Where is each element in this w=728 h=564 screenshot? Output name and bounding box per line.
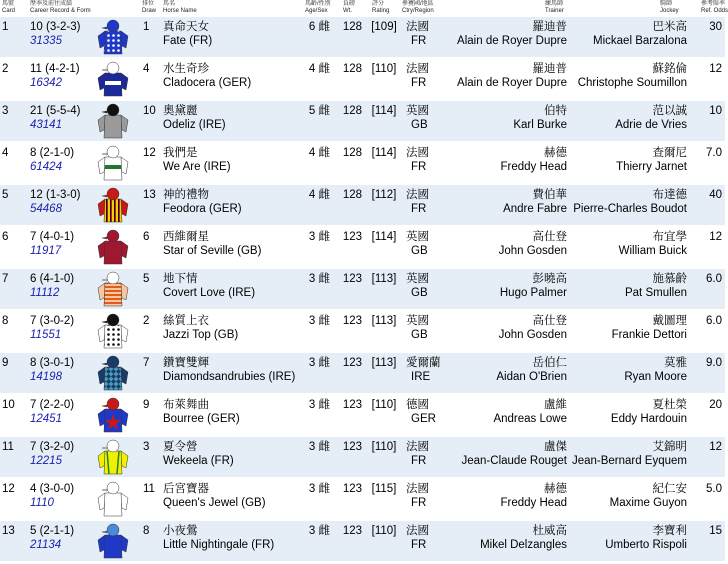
country-en: GB (411, 245, 428, 257)
horse-name-en: Cladocera (GER) (163, 77, 252, 89)
table-row (0, 143, 725, 184)
jockey-name-cn: 莫雅 (664, 357, 687, 369)
jockey-name-en: Thierry Jarnet (616, 161, 687, 173)
rating: [110] (371, 525, 397, 537)
weight: 128 (342, 63, 362, 75)
trainer-name-cn: 岳伯仁 (532, 357, 567, 369)
career-record: 11 (4-2-1) (30, 63, 80, 75)
country-cn: 法國 (406, 147, 429, 159)
card-number: 9 (2, 357, 9, 369)
trainer-name-en: John Gosden (498, 329, 567, 341)
jockey-name-en: Maxime Guyon (609, 497, 687, 509)
jockey-name-cn: 戴圖理 (652, 315, 687, 327)
rating: [112] (371, 189, 397, 201)
age-sex: 3 雌 (308, 357, 330, 369)
form-rating: 1110 (30, 497, 54, 509)
card-number: 4 (2, 147, 9, 159)
card-number: 7 (2, 273, 9, 285)
weight: 128 (342, 105, 362, 117)
header-draw: 排位 Draw (142, 1, 157, 14)
trainer-name-cn: 伯特 (544, 105, 567, 117)
age-sex: 3 雌 (308, 441, 330, 453)
jockey-silk-icon (96, 354, 130, 392)
country-cn: 法國 (406, 189, 429, 201)
form-rating: 61424 (30, 161, 62, 173)
row-divider (0, 183, 725, 184)
rating: [115] (371, 483, 397, 495)
rating: [110] (371, 63, 397, 75)
horse-name-cn: 后宮寶器 (163, 483, 209, 495)
age-sex: 4 雌 (308, 147, 330, 159)
trainer-name-en: Alain de Royer Dupre (457, 77, 567, 89)
trainer-name-en: Jean-Claude Rouget (461, 455, 567, 467)
header-rating: 評分 Rating (372, 1, 390, 14)
row-divider (0, 393, 725, 394)
jockey-silk-icon (96, 480, 130, 518)
trainer-name-cn: 杜威高 (532, 525, 567, 537)
trainer-name-en: Mikel Delzangles (480, 539, 567, 551)
form-rating: 54468 (30, 203, 62, 215)
trainer-name-en: Freddy Head (500, 497, 567, 509)
jockey-name-cn: 李寶利 (652, 525, 687, 537)
horse-name-en: Wekeela (FR) (163, 455, 234, 467)
ref-odds: 30 (709, 21, 722, 33)
horse-name-cn: 鑽寶雙輝 (163, 357, 209, 369)
header-weight: 負磅 Wt. (343, 1, 356, 14)
rating: [113] (371, 315, 397, 327)
jockey-silk-icon (96, 312, 130, 350)
country-en: FR (411, 161, 427, 173)
draw-number: 11 (143, 483, 155, 495)
form-rating: 12215 (30, 455, 62, 467)
jockey-name-cn: 艾錦明 (652, 441, 687, 453)
jockey-name-en: Pierre-Charles Boudot (573, 203, 687, 215)
row-divider (0, 519, 725, 520)
ref-odds: 20 (709, 399, 722, 411)
card-number: 10 (2, 399, 15, 411)
trainer-name-en: Alain de Royer Dupre (457, 35, 567, 47)
jockey-name-en: Eddy Hardouin (610, 413, 687, 425)
ref-odds: 6.0 (706, 315, 722, 327)
row-divider (0, 225, 725, 226)
draw-number: 2 (143, 315, 150, 327)
table-row (0, 353, 725, 394)
weight: 123 (342, 357, 362, 369)
country-en: IRE (411, 371, 431, 383)
horse-name-cn: 奧黛麗 (163, 105, 198, 117)
trainer-name-cn: 羅迪普 (532, 63, 567, 75)
header-form: 歷季及前往成績 Career Record & Form (30, 1, 91, 14)
age-sex: 3 雌 (308, 399, 330, 411)
trainer-name-en: Hugo Palmer (499, 287, 567, 299)
header-age: 馬齡/性別 Age/Sex (305, 1, 331, 14)
career-record: 6 (4-1-0) (30, 273, 75, 285)
draw-number: 5 (143, 273, 150, 285)
career-record: 7 (4-0-1) (30, 231, 75, 243)
horse-name-en: Diamondsandrubies (IRE) (163, 371, 296, 383)
country-cn: 法國 (406, 21, 429, 33)
jockey-silk-icon (96, 438, 130, 476)
card-number: 11 (2, 441, 14, 453)
country-en: FR (411, 35, 427, 47)
table-row (0, 437, 725, 478)
jockey-silk-icon (96, 102, 130, 140)
trainer-name-cn: 高仕登 (532, 231, 567, 243)
horse-name-cn: 布萊舞曲 (163, 399, 209, 411)
ref-odds: 12 (709, 441, 722, 453)
weight: 128 (342, 189, 362, 201)
table-row (0, 59, 725, 100)
weight: 123 (342, 273, 362, 285)
ref-odds: 5.0 (706, 483, 722, 495)
row-divider (0, 57, 725, 58)
card-number: 5 (2, 189, 9, 201)
jockey-silk-icon (96, 228, 130, 266)
country-cn: 德國 (406, 399, 429, 411)
career-record: 7 (2-2-0) (30, 399, 75, 411)
rating: [114] (371, 231, 397, 243)
career-record: 5 (2-1-1) (30, 525, 75, 537)
career-record: 7 (3-2-0) (30, 441, 75, 453)
form-rating: 43141 (30, 119, 62, 131)
horse-name-cn: 我們是 (163, 147, 198, 159)
draw-number: 13 (143, 189, 156, 201)
horse-name-cn: 絲質上衣 (163, 315, 209, 327)
row-divider (0, 99, 725, 100)
draw-number: 3 (143, 441, 150, 453)
trainer-name-en: Andre Fabre (503, 203, 567, 215)
jockey-silk-icon (96, 522, 130, 560)
table-row (0, 185, 725, 226)
ref-odds: 12 (709, 231, 722, 243)
jockey-name-en: Pat Smullen (624, 287, 687, 299)
ref-odds: 9.0 (706, 357, 722, 369)
country-cn: 英國 (406, 231, 429, 243)
row-divider (0, 309, 725, 310)
trainer-name-cn: 費伯華 (532, 189, 567, 201)
age-sex: 3 雌 (308, 525, 330, 537)
career-record: 10 (3-2-3) (30, 21, 81, 33)
country-en: FR (411, 539, 427, 551)
country-en: GB (411, 119, 428, 131)
weight: 123 (342, 231, 362, 243)
ref-odds: 7.0 (706, 147, 722, 159)
age-sex: 3 雌 (308, 231, 330, 243)
card-number: 3 (2, 105, 9, 117)
country-cn: 法國 (406, 483, 429, 495)
header-country: 參賽國/地區 Ctry/Region (402, 1, 434, 14)
country-en: FR (411, 497, 427, 509)
trainer-name-en: Andreas Lowe (493, 413, 567, 425)
trainer-name-cn: 羅迪普 (532, 21, 567, 33)
horse-name-en: Bourree (GER) (163, 413, 240, 425)
career-record: 7 (3-0-2) (30, 315, 75, 327)
country-cn: 英國 (406, 105, 429, 117)
draw-number: 10 (143, 105, 156, 117)
rating: [114] (371, 147, 397, 159)
country-en: GB (411, 329, 428, 341)
table-row (0, 17, 725, 58)
jockey-name-en: Jean-Bernard Eyquem (571, 455, 687, 467)
jockey-silk-icon (96, 144, 130, 182)
rating: [110] (371, 399, 397, 411)
draw-number: 1 (143, 21, 150, 33)
table-row (0, 101, 725, 142)
age-sex: 5 雌 (308, 105, 330, 117)
draw-number: 4 (143, 63, 150, 75)
horse-name-en: Jazzi Top (GB) (163, 329, 239, 341)
jockey-name-en: Christophe Soumillon (577, 77, 687, 89)
jockey-name-cn: 巴米高 (652, 21, 687, 33)
horse-name-cn: 水生奇珍 (163, 63, 209, 75)
weight: 128 (342, 21, 362, 33)
header-trainer: 練馬師 Trainer (545, 1, 564, 14)
jockey-name-cn: 紀仁安 (652, 483, 687, 495)
table-row (0, 227, 725, 268)
ref-odds: 10 (709, 105, 722, 117)
horse-name-cn: 地下情 (163, 273, 198, 285)
trainer-name-cn: 高仕登 (532, 315, 567, 327)
trainer-name-cn: 彭曉高 (532, 273, 567, 285)
table-row (0, 395, 725, 436)
jockey-silk-icon (96, 270, 130, 308)
jockey-name-en: Ryan Moore (624, 371, 687, 383)
jockey-silk-icon (96, 18, 130, 56)
country-cn: 英國 (406, 273, 429, 285)
ref-odds: 15 (709, 525, 722, 537)
rating: [113] (371, 357, 397, 369)
jockey-name-en: Adrie de Vries (615, 119, 687, 131)
header-odds: 參考賠率 Ref. Odds (701, 1, 728, 14)
card-number: 12 (2, 483, 15, 495)
form-rating: 11112 (30, 287, 60, 299)
table-row (0, 311, 725, 352)
trainer-name-en: Aidan O'Brien (496, 371, 567, 383)
jockey-name-cn: 夏杜榮 (652, 399, 687, 411)
country-en: GER (411, 413, 436, 425)
country-cn: 法國 (406, 525, 429, 537)
form-rating: 16342 (30, 77, 62, 89)
weight: 123 (342, 399, 362, 411)
table-row (0, 479, 725, 520)
country-cn: 愛爾蘭 (406, 357, 441, 369)
career-record: 8 (2-1-0) (30, 147, 75, 159)
trainer-name-cn: 盧維 (544, 399, 567, 411)
horse-name-cn: 神的禮物 (163, 189, 209, 201)
draw-number: 12 (143, 147, 156, 159)
weight: 123 (342, 441, 362, 453)
jockey-name-cn: 查爾尼 (652, 147, 687, 159)
age-sex: 3 雌 (308, 315, 330, 327)
trainer-name-cn: 赫德 (544, 147, 567, 159)
row-divider (0, 141, 725, 142)
country-en: FR (411, 77, 427, 89)
card-number: 1 (2, 21, 9, 33)
horse-name-en: Feodora (GER) (163, 203, 242, 215)
rating: [110] (371, 441, 397, 453)
jockey-name-cn: 范以誠 (652, 105, 687, 117)
jockey-name-cn: 布達德 (652, 189, 687, 201)
draw-number: 8 (143, 525, 150, 537)
country-en: FR (411, 203, 427, 215)
weight: 123 (342, 315, 362, 327)
age-sex: 4 雌 (308, 63, 330, 75)
trainer-name-en: Freddy Head (500, 161, 567, 173)
form-rating: 11551 (30, 329, 62, 341)
jockey-name-en: Frankie Dettori (611, 329, 687, 341)
age-sex: 3 雌 (308, 483, 330, 495)
country-cn: 法國 (406, 63, 429, 75)
horse-name-en: Covert Love (IRE) (163, 287, 256, 299)
card-number: 8 (2, 315, 9, 327)
age-sex: 6 雌 (308, 21, 330, 33)
horse-name-cn: 小夜鶯 (163, 525, 198, 537)
form-rating: 11917 (30, 245, 62, 257)
jockey-silk-icon (96, 60, 130, 98)
form-rating: 21134 (30, 539, 62, 551)
horse-name-cn: 西維爾星 (163, 231, 209, 243)
rating: [114] (371, 105, 397, 117)
row-divider (0, 435, 725, 436)
ref-odds: 6.0 (706, 273, 722, 285)
horse-name-en: Star of Seville (GB) (163, 245, 262, 257)
career-record: 12 (1-3-0) (30, 189, 81, 201)
rating: [113] (371, 273, 397, 285)
jockey-name-en: William Buick (618, 245, 687, 257)
country-en: GB (411, 287, 428, 299)
horse-name-en: Queen's Jewel (GB) (163, 497, 266, 509)
weight: 128 (342, 147, 362, 159)
ref-odds: 40 (709, 189, 722, 201)
horse-name-en: Little Nightingale (FR) (163, 539, 275, 551)
row-divider (0, 477, 725, 478)
header-card: 馬號 Card (2, 1, 16, 14)
career-record: 21 (5-5-4) (30, 105, 81, 117)
row-divider (0, 561, 725, 562)
country-cn: 法國 (406, 441, 429, 453)
form-rating: 12451 (30, 413, 62, 425)
draw-number: 6 (143, 231, 150, 243)
form-rating: 31335 (30, 35, 62, 47)
card-number: 13 (2, 525, 15, 537)
trainer-name-cn: 盧傑 (544, 441, 567, 453)
weight: 123 (342, 525, 362, 537)
jockey-name-cn: 布宜學 (652, 231, 687, 243)
header-jockey: 騎師 Jockey (660, 1, 679, 14)
rating: [109] (371, 21, 397, 33)
career-record: 4 (3-0-0) (30, 483, 75, 495)
table-header (0, 0, 728, 17)
card-number: 6 (2, 231, 9, 243)
horse-name-en: Odeliz (IRE) (163, 119, 226, 131)
jockey-name-en: Mickael Barzalona (593, 35, 687, 47)
horse-name-cn: 夏令營 (163, 441, 198, 453)
age-sex: 3 雌 (308, 273, 330, 285)
horse-name-en: We Are (IRE) (163, 161, 231, 173)
ref-odds: 12 (709, 63, 722, 75)
country-en: FR (411, 455, 427, 467)
trainer-name-cn: 赫德 (544, 483, 567, 495)
career-record: 8 (3-0-1) (30, 357, 75, 369)
header-horse: 馬名 Horse Name (163, 1, 197, 14)
horse-name-cn: 真命天女 (163, 21, 209, 33)
trainer-name-en: Karl Burke (513, 119, 567, 131)
draw-number: 7 (143, 357, 150, 369)
row-divider (0, 351, 725, 352)
jockey-silk-icon (96, 396, 130, 434)
jockey-name-cn: 施慕齡 (652, 273, 687, 285)
table-row (0, 521, 725, 562)
weight: 123 (342, 483, 362, 495)
form-rating: 14198 (30, 371, 62, 383)
row-divider (0, 267, 725, 268)
country-cn: 英國 (406, 315, 429, 327)
jockey-name-cn: 蘇銘倫 (652, 63, 687, 75)
card-number: 2 (2, 63, 9, 75)
trainer-name-en: John Gosden (498, 245, 567, 257)
table-row (0, 269, 725, 310)
jockey-name-en: Umberto Rispoli (605, 539, 687, 551)
jockey-silk-icon (96, 186, 130, 224)
age-sex: 4 雌 (308, 189, 330, 201)
draw-number: 9 (143, 399, 150, 411)
horse-name-en: Fate (FR) (163, 35, 213, 47)
